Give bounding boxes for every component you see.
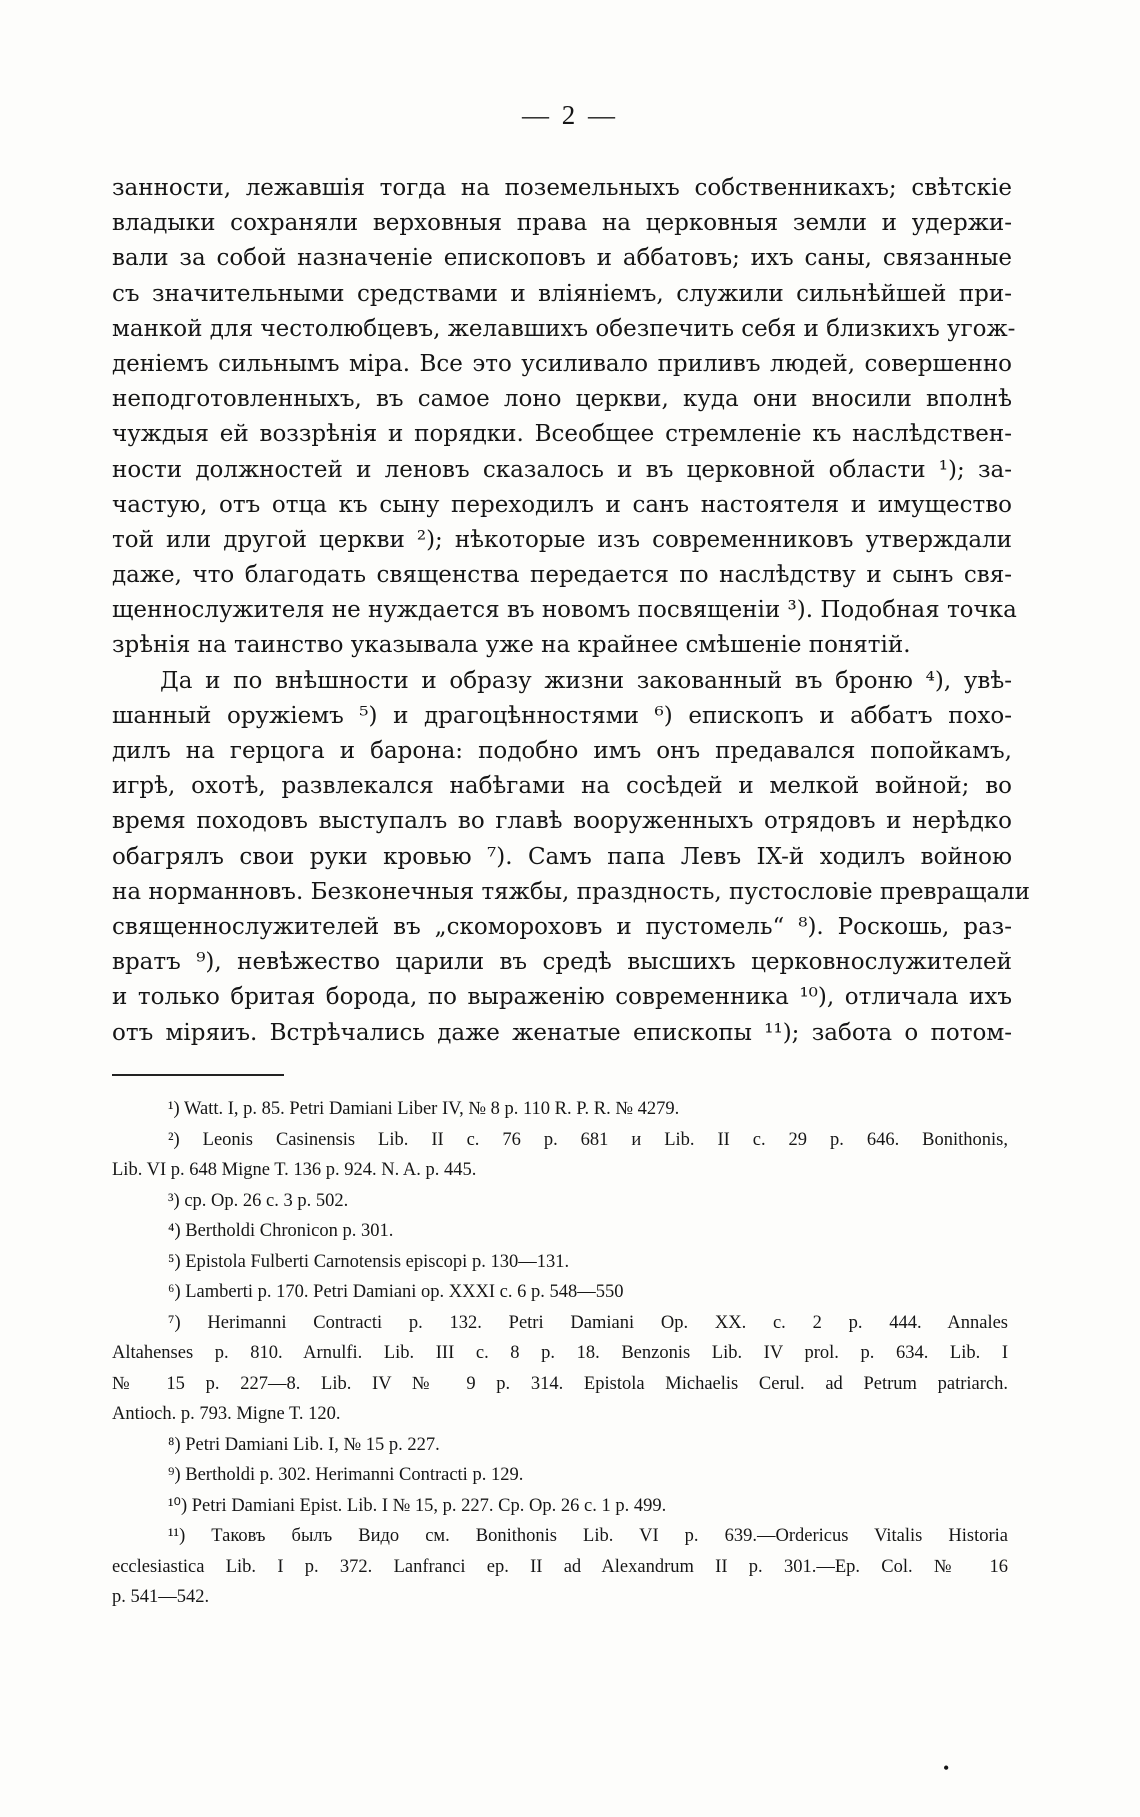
text-line: занности, лежавшія тогда на поземельныхъ собственникахъ; свѣтскіе: [112, 175, 1012, 201]
text-line: и только бритая борода, по выраженію современника ¹⁰), отличала ихъ: [112, 984, 1012, 1011]
footnote-divider: [112, 1074, 284, 1076]
text-line: съ значительными средствами и вліяніемъ, служили сильнѣйшей при-: [112, 280, 1012, 307]
text-line: вали за собой назначеніе епископовъ и аббатовъ; ихъ саны, связанные: [112, 245, 1012, 272]
main-text: [112, 171, 1030, 1051]
text-line: даже, что благодать священства передается по наслѣдству и сынъ свя-: [112, 562, 1012, 589]
text-line: чуждыя ей воззрѣнія и порядки. Всеобщее стремленіе къ наслѣдствен-: [112, 421, 1012, 448]
footnote-line: ⁹) Bertholdi p. 302. Herimanni Contracti p. 129.: [168, 1465, 524, 1485]
footnote-line: ⁸) Petri Damiani Lib. I, № 15 p. 227.: [168, 1434, 440, 1455]
text-line: обагрялъ свои руки кровью ⁷). Самъ папа Левъ IX-й ходилъ войною: [112, 843, 1012, 870]
footnote-line: p. 541—542.: [112, 1587, 210, 1607]
stray-mark: •: [943, 1758, 950, 1778]
footnote-line: Lib. VI p. 648 Migne T. 136 p. 924. N. A. p. 445.: [112, 1160, 477, 1180]
text-line: владыки сохраняли верховныя права на церковныя земли и удержи-: [112, 210, 1012, 237]
text-line: манкой для честолюбцевъ, желавшихъ обезпечить себя и близкихъ угож-: [112, 315, 1016, 342]
text-line: игрѣ, охотѣ, развлекался набѣгами на сосѣдей и мелкой войной; во: [112, 773, 1012, 800]
text-line: щеннослужителя не нуждается въ новомъ посвященіи ³). Подобная точка: [112, 597, 1017, 624]
text-line: деніемъ сильнымъ міра. Все это усиливало приливъ людей, совершенно: [112, 350, 1012, 377]
footnote-line: ¹⁰) Petri Damiani Epist. Lib. I № 15, p. 227. Cp. Op. 26 c. 1 p. 499.: [168, 1495, 667, 1516]
text-line: время походовъ выступалъ во главѣ вооруженныхъ отрядовъ и нерѣдко: [112, 808, 1012, 835]
text-line: отъ міряиъ. Встрѣчались даже женатые епископы ¹¹); забота о потом-: [112, 1019, 1012, 1046]
text-line: на норманновъ. Безконечныя тяжбы, праздность, пустословіе превращали: [112, 878, 1030, 905]
text-line: частую, отъ отца къ сыну переходилъ и санъ настоятеля и имущество: [112, 491, 1012, 518]
footnote-line: ⁵) Epistola Fulberti Carnotensis episcopi p. 130—131.: [168, 1251, 570, 1272]
text-line: шанный оружіемъ ⁵) и драгоцѣнностями ⁶) епископъ и аббатъ похо-: [112, 702, 1012, 729]
text-line: Да и по внѣшности и образу жизни закованный въ броню ⁴), увѣ-: [160, 667, 1012, 694]
footnote-line: ³) cp. Op. 26 c. 3 p. 502.: [168, 1190, 349, 1211]
text-line: зрѣнія на таинство указывала уже на крайнее смѣшеніе понятій.: [112, 632, 911, 659]
footnote-line: ecclesiastica Lib. I p. 372. Lanfranci ep. II ad Alexandrum II p. 301.—Ep. Col. № 16: [112, 1556, 1008, 1577]
footnote-line: ⁴) Bertholdi Chronicon p. 301.: [168, 1221, 394, 1241]
footnote-line: ⁷) Herimanni Contracti p. 132. Petri Damiani Op. XX. c. 2 p. 444. Annales: [168, 1312, 1008, 1333]
text-line: вратъ ⁹), невѣжество царили въ средѣ высшихъ церковнослужителей: [112, 949, 1012, 976]
page-number: — 2 —: [522, 100, 618, 130]
text-line: неподготовленныхъ, въ самое лоно церкви, куда они вносили вполнѣ: [112, 386, 1012, 413]
footnote-line: ²) Leonis Casinensis Lib. II c. 76 p. 681 и Lib. II c. 29 p. 646. Bonithonis,: [168, 1129, 1008, 1150]
text-line: священнослужителей въ „скомороховъ и пустомель“ ⁸). Роскошь, раз-: [112, 913, 1012, 940]
footnote-line: ⁶) Lamberti p. 170. Petri Damiani op. XXXI c. 6 p. 548—550: [168, 1282, 624, 1302]
footnote-line: № 15 p. 227—8. Lib. IV № 9 p. 314. Epistola Michaelis Cerul. ad Petrum patriarch.: [112, 1373, 1008, 1394]
text-line: ности должностей и леновъ сказалось и въ церковной области ¹); за-: [112, 456, 1012, 483]
footnote-line: ¹) Watt. I, p. 85. Petri Damiani Liber IV, № 8 p. 110 R. P. R. № 4279.: [168, 1099, 680, 1119]
footnote-line: Altahenses p. 810. Arnulfi. Lib. III c. 8 p. 18. Benzonis Lib. IV prol. p. 634. Lib. I: [112, 1343, 1008, 1363]
footnotes: [112, 1094, 1008, 1613]
text-line: дилъ на герцога и барона: подобно имъ онъ предавался попойкамъ,: [112, 738, 1012, 764]
text-line: той или другой церкви ²); нѣкоторые изъ современниковъ утверждали: [112, 526, 1012, 553]
footnote-line: ¹¹) Таковъ былъ Видо см. Bonithonis Lib. VI p. 639.—Ordericus Vitalis Historia: [168, 1526, 1008, 1546]
footnote-line: Antioch. p. 793. Migne T. 120.: [112, 1404, 341, 1424]
